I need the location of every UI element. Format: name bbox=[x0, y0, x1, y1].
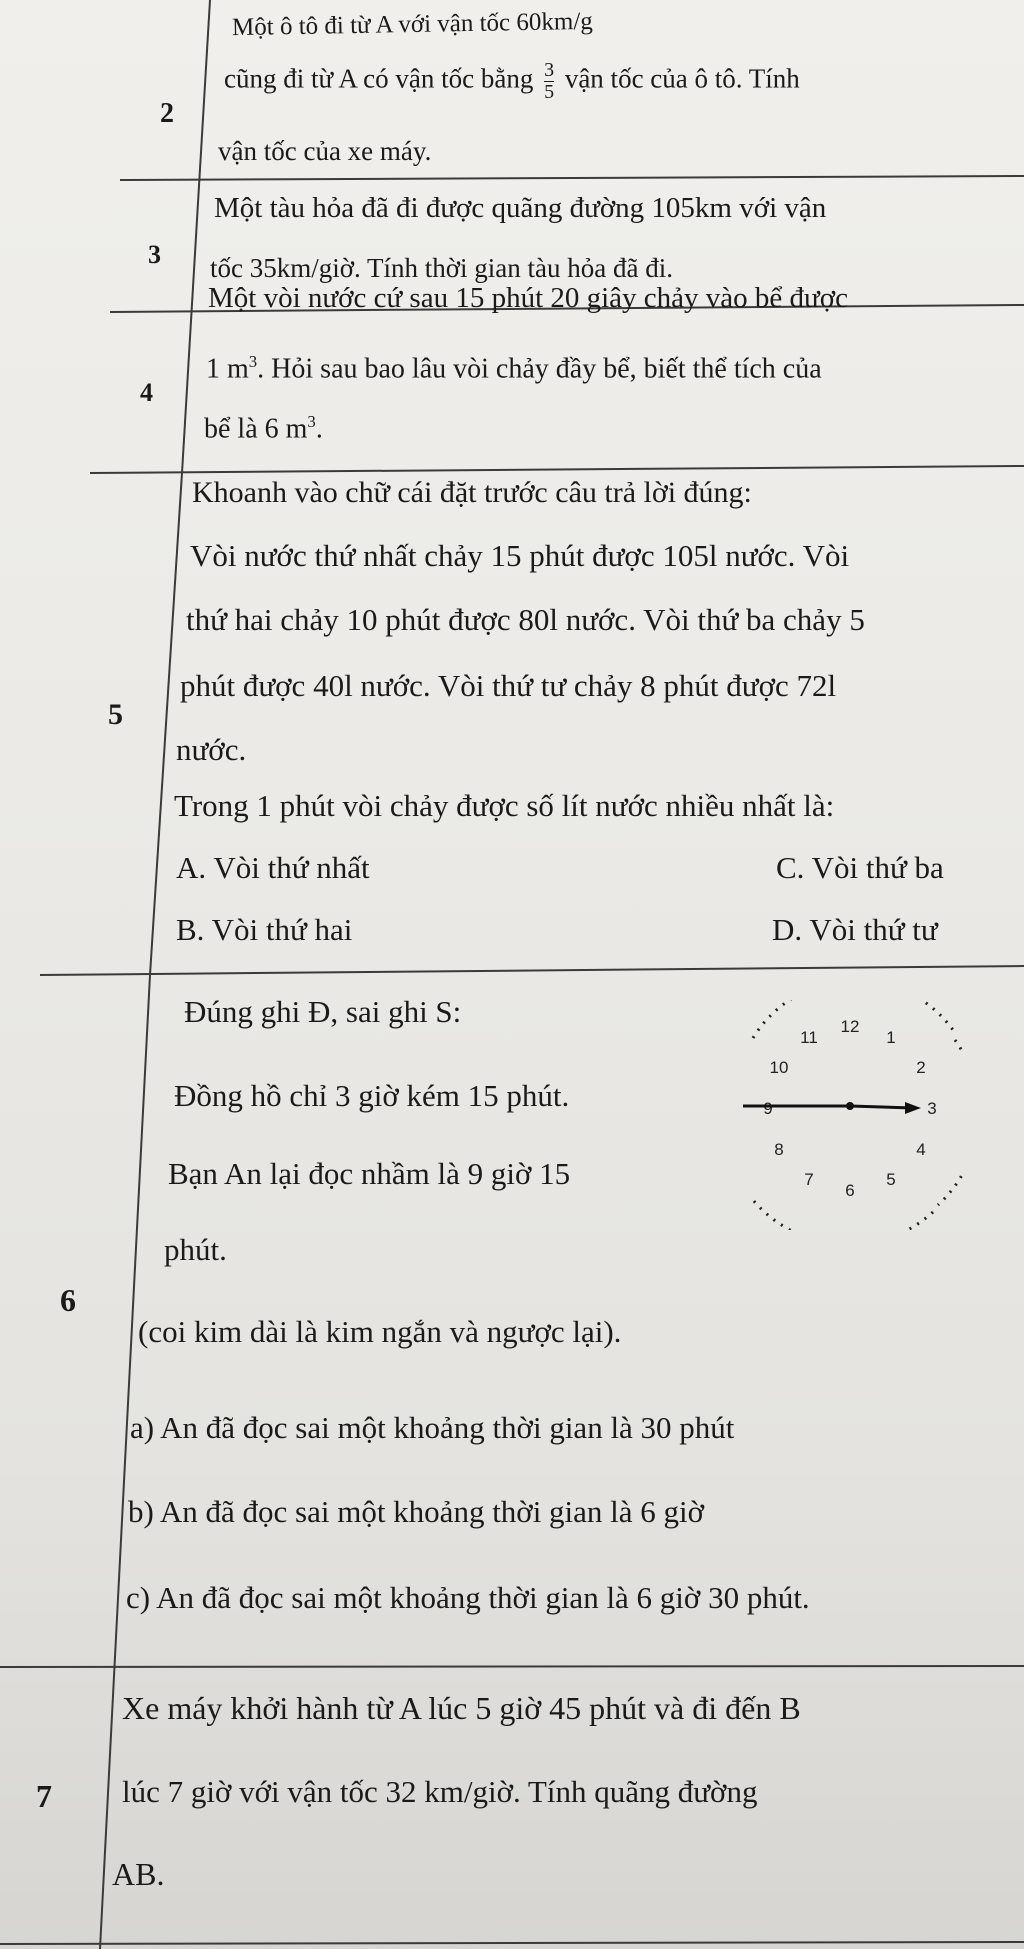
q4-volume-6: bể là 6 m bbox=[204, 413, 308, 445]
q4-period: . bbox=[315, 413, 323, 445]
q4-sup-1: 3 bbox=[248, 352, 258, 371]
clock-number: 6 bbox=[845, 1181, 855, 1200]
q4-line3 bbox=[204, 414, 323, 443]
q4-volume-1: 1 m bbox=[206, 353, 249, 385]
clock-number: 10 bbox=[769, 1058, 789, 1077]
q4-sup-2: 3 bbox=[307, 412, 316, 431]
q6-line1: Đúng ghi Đ, sai ghi S: bbox=[184, 994, 462, 1029]
q6-line2: Đồng hồ chỉ 3 giờ kém 15 phút. bbox=[174, 1078, 570, 1113]
clock-number: 1 bbox=[886, 1028, 896, 1047]
q5-line3: thứ hai chảy 10 phút được 80l nước. Vòi thứ ba chảy 5 bbox=[186, 602, 865, 637]
clock-number: 2 bbox=[916, 1058, 926, 1077]
q7-line2: lúc 7 giờ với vận tốc 32 km/giờ. Tính quãng đường bbox=[122, 1774, 758, 1809]
q5-option-a[interactable]: A. Vòi thứ nhất bbox=[176, 850, 370, 885]
question-number-2: 2 bbox=[160, 98, 174, 129]
q6-line5: (coi kim dài là kim ngắn và ngược lại). bbox=[138, 1314, 622, 1349]
q5-line2: Vòi nước thứ nhất chảy 15 phút được 105l nước. Vòi bbox=[190, 538, 850, 573]
q6-statement-c[interactable]: c) An đã đọc sai một khoảng thời gian là 6 giờ 30 phút. bbox=[126, 1580, 810, 1615]
question-number-5: 5 bbox=[108, 698, 123, 731]
clock-number: 12 bbox=[840, 1017, 860, 1036]
q6-statement-b[interactable]: b) An đã đọc sai một khoảng thời gian là 6 giờ bbox=[128, 1494, 705, 1529]
fraction-numerator: 3 bbox=[544, 59, 555, 81]
q2-text-a: cũng đi từ A có vận tốc bằng bbox=[224, 63, 534, 94]
q6-line3: Bạn An lại đọc nhầm là 9 giờ 15 bbox=[168, 1156, 571, 1191]
fraction-denominator: 5 bbox=[544, 81, 555, 103]
q7-line1: Xe máy khởi hành từ A lúc 5 giờ 45 phút và đi đến B bbox=[122, 1690, 801, 1726]
question-number-4: 4 bbox=[140, 378, 153, 407]
q5-option-b[interactable]: B. Vòi thứ hai bbox=[176, 912, 353, 947]
q5-line4: phút được 40l nước. Vòi thứ tư chảy 8 phút được 72l bbox=[180, 668, 837, 703]
clock-center bbox=[846, 1102, 854, 1110]
clock-number: 11 bbox=[800, 1028, 818, 1047]
clock-number: 9 bbox=[763, 1099, 773, 1118]
q3-line2: tốc 35km/giờ. Tính thời gian tàu hỏa đã đi. bbox=[210, 253, 673, 283]
q2-line0: Một ô tô đi từ A với vận tốc 60km/g bbox=[231, 7, 594, 42]
q5-option-c[interactable]: C. Vòi thứ ba bbox=[776, 850, 944, 885]
q5-line6: Trong 1 phút vòi chảy được số lít nước nhiều nhất là: bbox=[174, 788, 835, 823]
fraction-3-5 bbox=[544, 60, 554, 103]
q4-line1: Một vòi nước cứ sau 15 phút 20 giây chảy vào bể được bbox=[208, 282, 848, 314]
question-number-7: 7 bbox=[36, 1778, 52, 1814]
clock-number: 5 bbox=[886, 1170, 896, 1189]
clock-number: 7 bbox=[804, 1170, 814, 1189]
q2-text-b: vận tốc của ô tô. Tính bbox=[564, 63, 800, 94]
clock-number: 4 bbox=[916, 1140, 926, 1159]
q6-statement-a[interactable]: a) An đã đọc sai một khoảng thời gian là 30 phút bbox=[130, 1410, 735, 1445]
question-number-3: 3 bbox=[148, 240, 161, 269]
q5-option-d[interactable]: D. Vòi thứ tư bbox=[772, 912, 938, 947]
question-number-6: 6 bbox=[60, 1282, 76, 1318]
q2-line2: vận tốc của xe máy. bbox=[218, 136, 432, 166]
q7-line3: AB. bbox=[112, 1856, 165, 1892]
q5-line1: Khoanh vào chữ cái đặt trước câu trả lời đúng: bbox=[192, 476, 752, 509]
q4-text-b: . Hỏi sau bao lâu vòi chảy đầy bể, biết thể tích của bbox=[257, 353, 822, 385]
q2-line1 bbox=[224, 60, 800, 103]
clock-illustration bbox=[733, 1000, 963, 1230]
clock-number: 3 bbox=[927, 1099, 937, 1118]
q4-line2 bbox=[206, 354, 822, 383]
clock-hand-right bbox=[850, 1106, 913, 1108]
q5-line5: nước. bbox=[176, 732, 247, 767]
clock-number: 8 bbox=[774, 1140, 784, 1159]
q6-line4: phút. bbox=[164, 1232, 227, 1267]
q3-line1: Một tàu hỏa đã đi được quãng đường 105km với vận bbox=[214, 192, 827, 224]
clock-hand-arrow bbox=[905, 1102, 921, 1114]
